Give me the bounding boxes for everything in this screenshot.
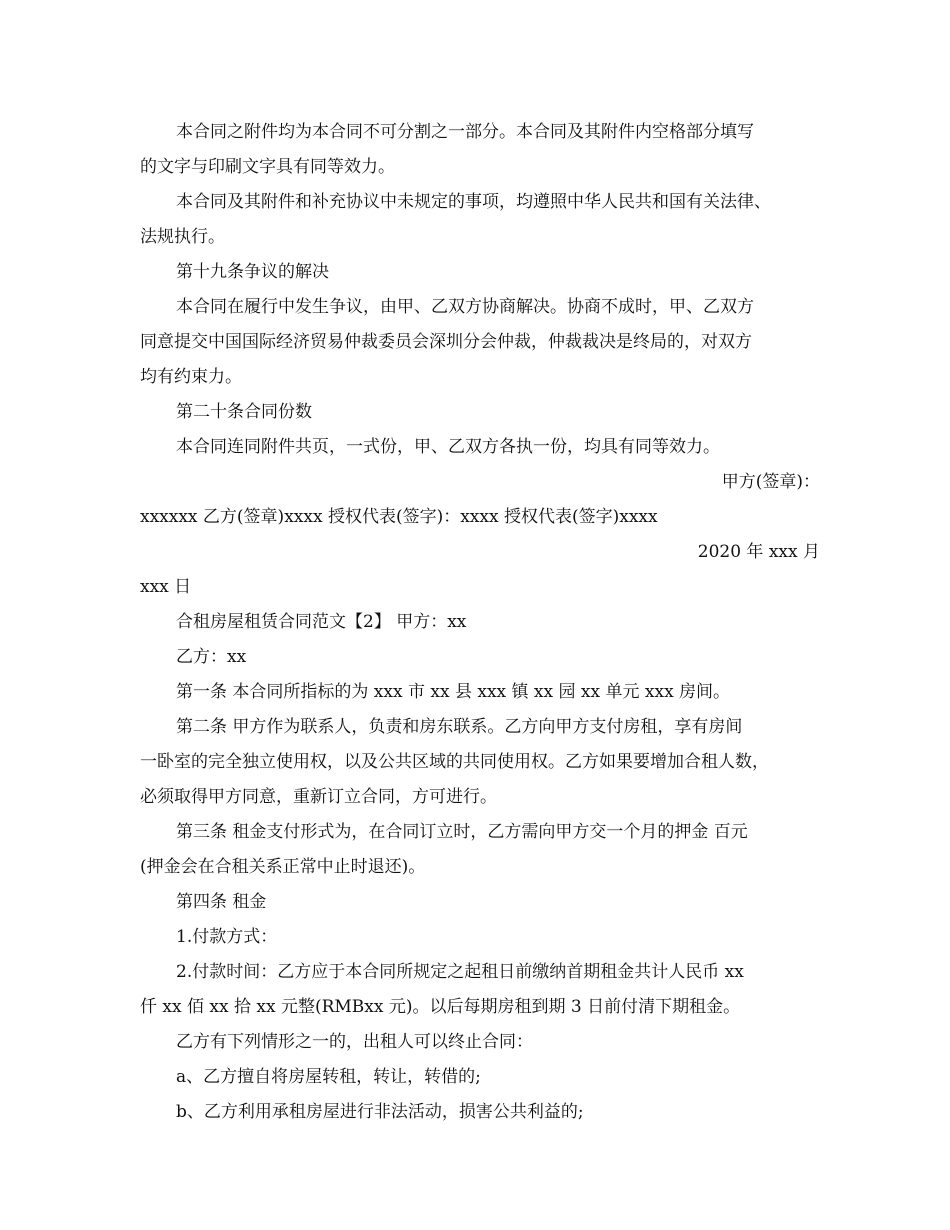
date-line: 2020 年 xxx 月 bbox=[697, 542, 820, 562]
section-heading: 第二十条合同份数 bbox=[176, 402, 312, 422]
list-item: 2.付款时间：乙方应于本合同所规定之起租日前缴纳首期租金共计人民币 xx bbox=[176, 962, 744, 982]
paragraph-line: 必须取得甲方同意，重新订立合同，方可进行。 bbox=[140, 787, 497, 807]
list-item: b、乙方利用承租房屋进行非法活动，损害公共利益的; bbox=[176, 1102, 584, 1122]
party-b-line: 乙方：xx bbox=[176, 647, 247, 667]
paragraph-line: 同意提交中国国际经济贸易仲裁委员会深圳分会仲裁，仲裁裁决是终局的，对双方 bbox=[140, 332, 752, 352]
paragraph-line: 本合同连同附件共页，一式份，甲、乙双方各执一份，均具有同等效力。 bbox=[176, 437, 720, 457]
paragraph-line: 均有约束力。 bbox=[140, 367, 242, 387]
list-item: a、乙方擅自将房屋转租，转让，转借的; bbox=[176, 1067, 481, 1087]
paragraph-line: 一卧室的完全独立使用权，以及公共区域的共同使用权。乙方如果要增加合租人数， bbox=[140, 752, 769, 772]
paragraph-line: 的文字与印刷文字具有同等效力。 bbox=[140, 157, 395, 177]
list-item: 1.付款方式： bbox=[176, 927, 278, 947]
section-heading: 第十九条争议的解决 bbox=[176, 262, 329, 282]
paragraph-line: 乙方有下列情形之一的，出租人可以终止合同： bbox=[176, 1032, 533, 1052]
article-line: 第四条 租金 bbox=[176, 892, 267, 912]
article-line: 第二条 甲方作为联系人，负责和房东联系。乙方向甲方支付房租，享有房间 bbox=[176, 717, 743, 737]
paragraph-line: 本合同及其附件和补充协议中未规定的事项，均遵照中华人民共和国有关法律、 bbox=[176, 192, 771, 212]
article-line: 第三条 租金支付形式为，在合同订立时，乙方需向甲方交一个月的押金 百元 bbox=[176, 822, 748, 842]
signature-party-a: 甲方(签章)： bbox=[721, 472, 820, 492]
contract-title: 合租房屋租赁合同范文【2】 甲方：xx bbox=[176, 612, 467, 632]
article-line: 第一条 本合同所指标的为 xxx 市 xx 县 xxx 镇 xx 园 xx 单元 xxx 房间。 bbox=[176, 682, 731, 702]
paragraph-line: 法规执行。 bbox=[140, 227, 225, 247]
signature-line: xxxxxx 乙方(签章)xxxx 授权代表(签字)：xxxx 授权代表(签字)xxxx bbox=[140, 507, 658, 527]
paragraph-line: 仟 xx 佰 xx 拾 xx 元整(RMBxx 元)。以后每期房租到期 3 日前付清下期租金。 bbox=[140, 997, 741, 1017]
paragraph-line: 本合同在履行中发生争议，由甲、乙双方协商解决。协商不成时，甲、乙双方 bbox=[176, 297, 754, 317]
date-line: xxx 日 bbox=[140, 577, 192, 597]
paragraph-line: (押金会在合租关系正常中止时退还)。 bbox=[140, 857, 426, 877]
paragraph-line: 本合同之附件均为本合同不可分割之一部分。本合同及其附件内空格部分填写 bbox=[176, 122, 754, 142]
